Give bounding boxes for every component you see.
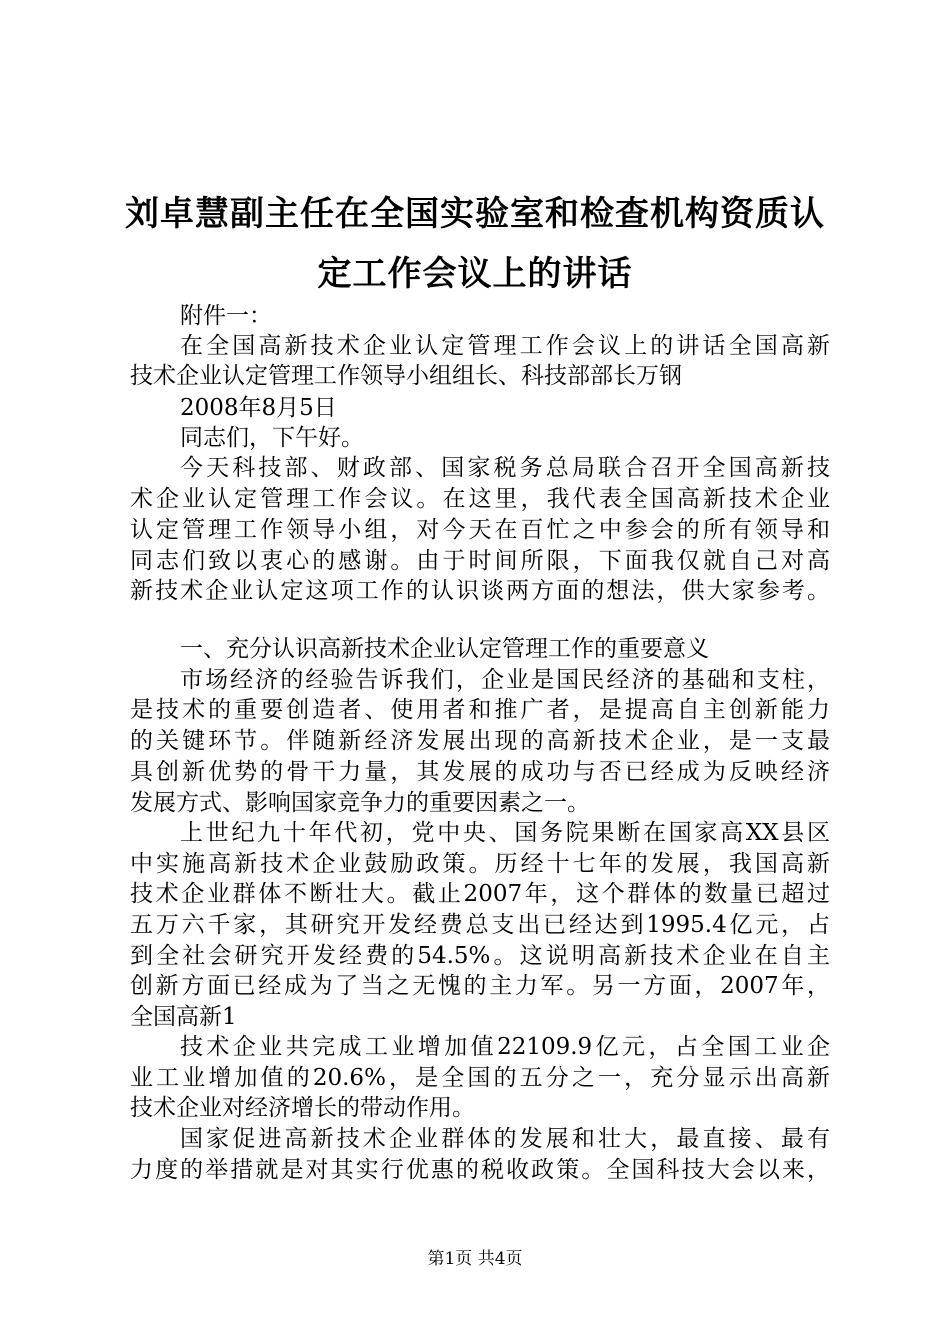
paragraph-line: 五万六千家，其研究开发经费总支出已经达到1995.4亿元，占	[130, 912, 830, 938]
speech-heading-line: 技术企业认定管理工作领导小组组长、科技部部长万钢	[130, 363, 682, 389]
page-number-footer: 第1页 共4页	[427, 1249, 523, 1269]
paragraph-line: 今天科技部、财政部、国家税务总局联合召开全国高新技	[180, 455, 830, 481]
document-title-line-1: 刘卓慧副主任在全国实验室和检查机构资质认	[125, 194, 825, 234]
greeting-line: 同志们，下午好。	[180, 425, 364, 451]
paragraph-line: 业工业增加值的20.6%，是全国的五分之一，充分显示出高新	[130, 1065, 830, 1091]
paragraph-line: 到全社会研究开发经费的54.5%。这说明高新技术企业在自主	[130, 943, 830, 969]
paragraph-line: 创新方面已经成为了当之无愧的主力军。另一方面，2007年，	[130, 973, 830, 999]
paragraph-line: 同志们致以衷心的感谢。由于时间所限，下面我仅就自己对高	[130, 548, 830, 574]
speech-date: 2008年8月5日	[180, 395, 337, 421]
paragraph-line: 上世纪九十年代初，党中央、国务院果断在国家高XX县区	[180, 820, 830, 846]
paragraph-line: 技术企业群体不断壮大。截止2007年，这个群体的数量已超过	[130, 881, 830, 907]
section-heading: 一、充分认识高新技术企业认定管理工作的重要意义	[180, 636, 709, 662]
paragraph-line: 发展方式、影响国家竞争力的重要因素之一。	[130, 790, 590, 816]
paragraph-line: 术企业认定管理工作会议。在这里，我代表全国高新技术企业	[130, 486, 830, 512]
paragraph-line: 新技术企业认定这项工作的认识谈两方面的想法，供大家参考。	[130, 578, 830, 604]
paragraph-line: 是技术的重要创造者、使用者和推广者，是提高自主创新能力	[130, 697, 830, 723]
paragraph-line: 中实施高新技术企业鼓励政策。历经十七年的发展，我国高新	[130, 851, 830, 877]
paragraph-line: 力度的举措就是对其实行优惠的税收政策。全国科技大会以来，	[130, 1157, 830, 1183]
document-title-line-2: 定工作会议上的讲话	[317, 254, 633, 294]
paragraph-line: 国家促进高新技术企业群体的发展和壮大，最直接、最有	[180, 1126, 830, 1152]
paragraph-line: 具创新优势的骨干力量，其发展的成功与否已经成为反映经济	[130, 759, 830, 785]
paragraph-line: 市场经济的经验告诉我们，企业是国民经济的基础和支柱，	[180, 667, 830, 693]
paragraph-line: 认定管理工作领导小组，对今天在百忙之中参会的所有领导和	[130, 517, 830, 543]
attachment-label: 附件一：	[180, 303, 272, 329]
paragraph-line: 全国高新1	[130, 1004, 237, 1030]
paragraph-line: 技术企业共完成工业增加值22109.9亿元，占全国工业企	[180, 1034, 830, 1060]
speech-heading-line: 在全国高新技术企业认定管理工作会议上的讲话全国高新	[180, 333, 830, 359]
paragraph-line: 技术企业对经济增长的带动作用。	[130, 1095, 475, 1121]
paragraph-line: 的关键环节。伴随新经济发展出现的高新技术企业，是一支最	[130, 728, 830, 754]
